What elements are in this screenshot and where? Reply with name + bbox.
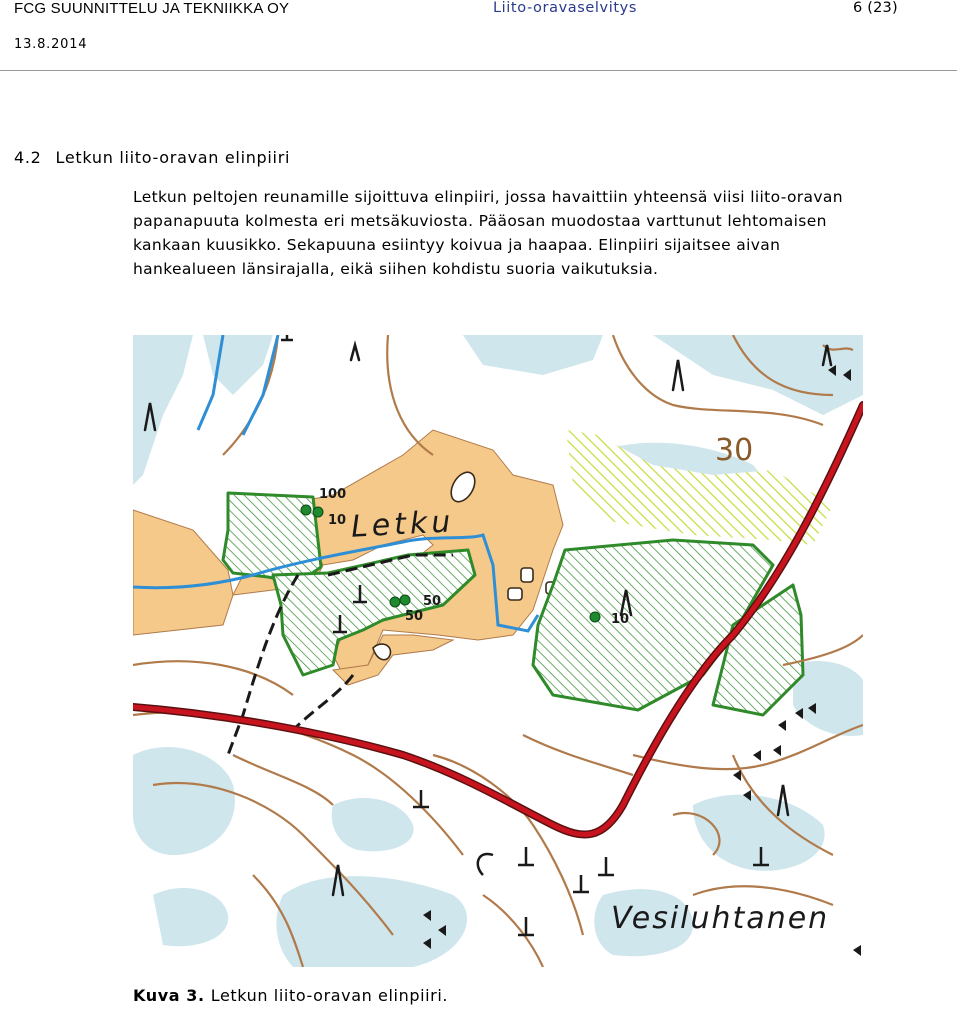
tree-label: 10 bbox=[611, 612, 630, 627]
map-label-elevation: 30 bbox=[715, 433, 754, 468]
header-doc-title: Liito-oravaselvitys bbox=[493, 0, 637, 16]
body-line: papanapuuta kolmesta eri metsäkuviosta. Pääosan muodostaa varttunut lehtomaisen bbox=[133, 212, 827, 230]
body-paragraph bbox=[133, 185, 933, 281]
tree-label: 50 bbox=[423, 594, 442, 609]
body-line: Letkun peltojen reunamille sijoittuva elinpiiri, jossa havaittiin yhteensä viisi liito-oravan bbox=[133, 188, 843, 206]
caption-label: Kuva 3. bbox=[133, 986, 205, 1005]
header-company: FCG SUUNNITTELU JA TEKNIIKKA OY bbox=[14, 0, 290, 17]
map-label-letku: Letku bbox=[350, 504, 456, 545]
tree-label: 50 bbox=[405, 609, 424, 624]
header-page-number: 6 (23) bbox=[853, 0, 898, 16]
header-divider bbox=[0, 70, 957, 71]
body-line: kankaan kuusikko. Sekapuuna esiintyy koivua ja haapaa. Elinpiiri sijaitsee aivan bbox=[133, 236, 781, 254]
figure-caption bbox=[133, 986, 448, 1005]
tree-label: 100 bbox=[319, 487, 347, 502]
section-number: 4.2 bbox=[14, 148, 42, 167]
habitat-map bbox=[133, 335, 863, 967]
header-date: 13.8.2014 bbox=[14, 37, 88, 52]
tree-label: 10 bbox=[328, 513, 347, 528]
body-line: hankealueen länsirajalla, eikä siihen kohdistu suoria vaikutuksia. bbox=[133, 260, 659, 278]
section-heading bbox=[14, 148, 290, 167]
caption-text: Letkun liito-oravan elinpiiri. bbox=[210, 986, 449, 1005]
section-title-text: Letkun liito-oravan elinpiiri bbox=[55, 148, 291, 167]
map-label-vesiluhtanen: Vesiluhtanen bbox=[611, 901, 830, 936]
